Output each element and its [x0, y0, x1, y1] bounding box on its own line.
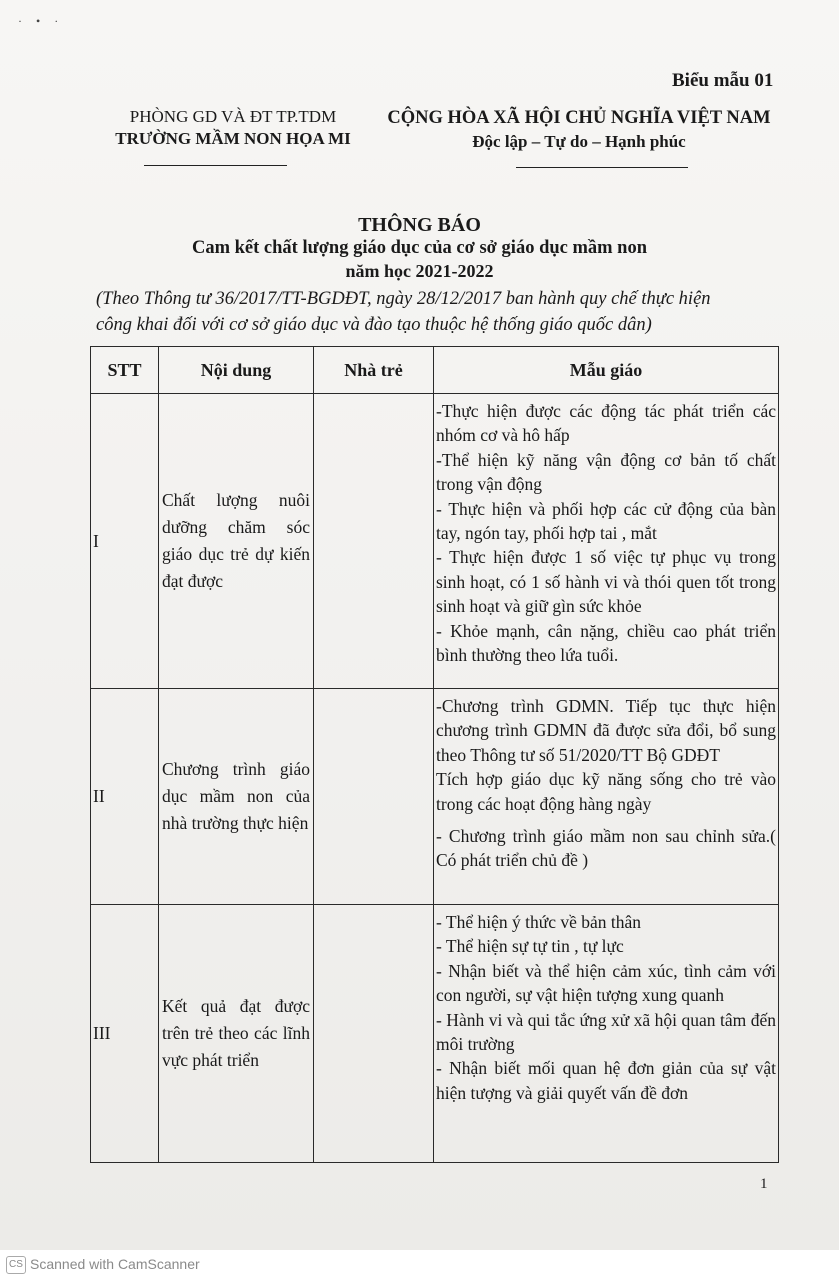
scan-specks: ·•·	[18, 14, 73, 28]
row-mau-giao	[434, 689, 779, 905]
national-motto: Độc lập – Tự do – Hạnh phúc	[472, 132, 686, 151]
document-title: THÔNG BÁO	[358, 214, 481, 236]
mau-giao-item: - Nhận biết mối quan hệ đơn giản của sự vật hiện tượng và giải quyết vấn đề đơn	[436, 1058, 776, 1103]
table-row	[91, 394, 779, 689]
legal-reference-line-1: (Theo Thông tư 36/2017/TT-BGDĐT, ngày 28/12/2017 ban hành quy chế thực hiện	[96, 289, 711, 309]
school-year: năm học 2021-2022	[345, 261, 494, 281]
row-stt: II	[91, 689, 159, 905]
legal-reference-line-2: công khai đối với cơ sở giáo dục và đào tạo thuộc hệ thống giáo quốc dân)	[96, 315, 652, 335]
mau-giao-item: -Thể hiện kỹ năng vận động cơ bản tố chất trong vận động	[436, 449, 776, 495]
agency-line-1: PHÒNG GD VÀ ĐT TP.TDM	[129, 107, 337, 126]
row-mau-giao	[434, 905, 779, 1163]
table-row	[91, 689, 779, 905]
national-header	[380, 106, 778, 154]
header-stt: STT	[91, 347, 159, 394]
camscanner-logo-icon: CS	[6, 1256, 26, 1274]
table-row	[91, 905, 779, 1163]
header-nha-tre: Nhà trẻ	[314, 347, 434, 394]
form-label: Biểu mẫu 01	[672, 70, 774, 91]
mau-giao-item: - Thể hiện ý thức về bản thân	[436, 912, 642, 932]
header-mau-giao: Mẫu giáo	[434, 347, 779, 394]
header-noi-dung: Nội dung	[159, 347, 314, 394]
mau-giao-item: - Thực hiện và phối hợp các cử động của bàn tay, ngón tay, phối hợp tai , mắt	[436, 498, 776, 544]
agency-header	[88, 106, 378, 150]
row-nha-tre	[314, 905, 434, 1163]
mau-giao-item: - Khỏe mạnh, cân nặng, chiều cao phát triển bình thường theo lứa tuổi.	[436, 620, 776, 666]
row-stt: III	[91, 905, 159, 1163]
scanner-watermark: Scanned with CamScanner	[30, 1256, 200, 1272]
row-noi-dung: Chất lượng nuôi dưỡng chăm sóc giáo dục trẻ dự kiến đạt được	[159, 394, 314, 689]
page-number: 1	[760, 1176, 768, 1192]
national-title: CỘNG HÒA XÃ HỘI CHỦ NGHĨA VIỆT NAM	[387, 108, 771, 128]
mau-giao-item: -Chương trình GDMN. Tiếp tục thực hiện chương trình GDMN đã được sửa đổi, bổ sung theo Thông tư số 51/2020/TT Bộ GDĐT	[436, 696, 776, 765]
mau-giao-item: - Hành vi và qui tắc ứng xử xã hội quan tâm đến môi trường	[436, 1009, 776, 1055]
national-underline	[516, 167, 688, 168]
school-name: TRƯỜNG MẦM NON HỌA MI	[115, 129, 351, 148]
row-stt: I	[91, 394, 159, 689]
agency-underline	[144, 165, 287, 166]
legal-reference	[96, 286, 711, 338]
document-subtitle: Cam kết chất lượng giáo dục của cơ sở giáo dục mầm non	[191, 238, 648, 258]
mau-giao-item: - Nhận biết và thể hiện cảm xúc, tình cảm với con người, sự vật hiện tượng xung quanh	[436, 960, 776, 1006]
row-noi-dung: Chương trình giáo dục mầm non của nhà trường thực hiện	[159, 689, 314, 905]
scanner-footer	[0, 1250, 839, 1280]
mau-giao-item: -Thực hiện được các động tác phát triển các nhóm cơ và hô hấp	[436, 401, 776, 446]
mau-giao-item: - Chương trình giáo mầm non sau chỉnh sửa.( Có phát triển chủ đề )	[436, 826, 776, 871]
mau-giao-item: Tích hợp giáo dục kỹ năng sống cho trẻ vào trong các hoạt động hàng ngày	[436, 769, 776, 814]
row-nha-tre	[314, 394, 434, 689]
row-mau-giao	[434, 394, 779, 689]
mau-giao-item: - Thể hiện sự tự tin , tự lực	[436, 936, 624, 957]
row-nha-tre	[314, 689, 434, 905]
mau-giao-item: - Thực hiện được 1 số việc tự phục vụ trong sinh hoạt, có 1 số hành vi và thói quen tốt trong sinh hoạt và giữ gìn sức khỏe	[436, 547, 776, 617]
row-noi-dung: Kết quả đạt được trên trẻ theo các lĩnh vực phát triển	[159, 905, 314, 1163]
table-header-row	[91, 347, 779, 394]
commitment-table	[90, 346, 779, 1163]
